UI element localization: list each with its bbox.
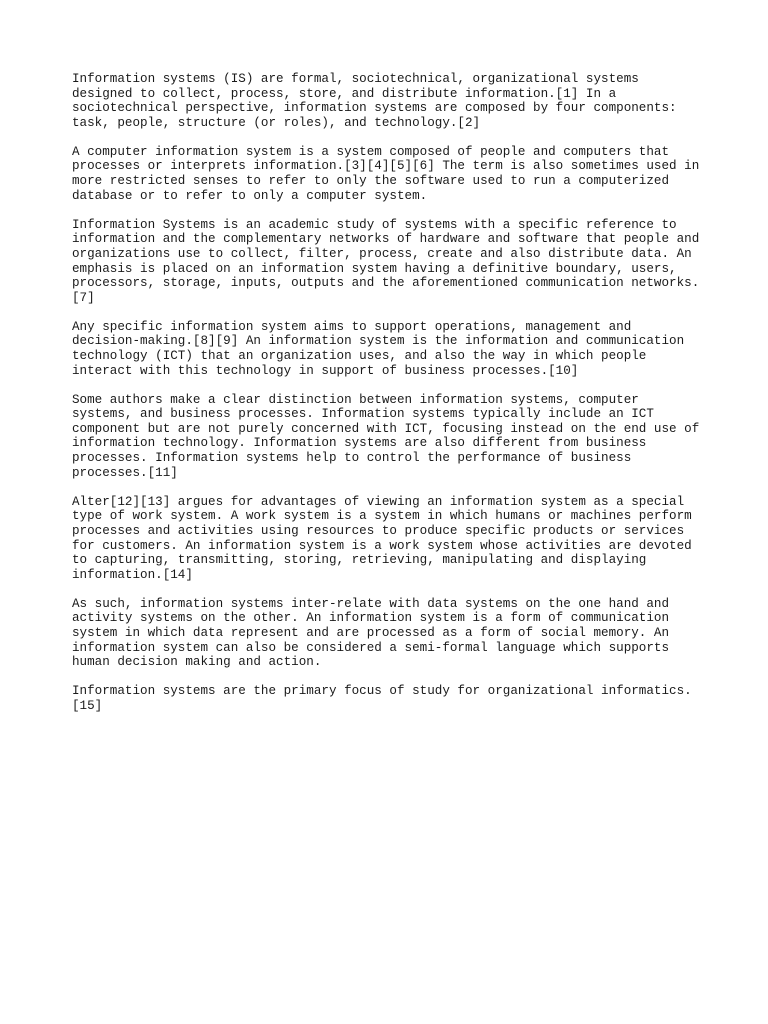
- paragraph-5: Some authors make a clear distinction between information systems, computer systems, and business processes. Information systems typically include an ICT component but are not purely concerned with ICT, focusing instead on the end use of information technology. Information systems are also different from business processes. Information systems help to control the performance of business processes.[11]: [72, 392, 700, 480]
- paragraph-2: A computer information system is a system composed of people and computers that processes or interprets information.[3][4][5][6] The term is also sometimes used in more restricted senses to refer to only the software used to run a computerized database or to refer to only a computer system.: [72, 144, 700, 203]
- document-page: [72, 72, 702, 728]
- paragraph-7: As such, information systems inter-relate with data systems on the one hand and activity systems on the other. An information system is a form of communication system in which data represent and are processed as a form of social memory. An information system can also be considered a semi-formal language which supports human decision making and action.: [72, 596, 670, 670]
- paragraph-4: Any specific information system aims to support operations, management and decision-making.[8][9] An information system is the information and communication technology (ICT) that an organization uses, and also the way in which people interact with this technology in support of business processes.[10]: [72, 319, 685, 378]
- paragraph-6: Alter[12][13] argues for advantages of viewing an information system as a special type of work system. A work system is a system in which humans or machines perform processes and activities using resources to produce specific products or services for customers. An information system is a work system whose activities are devoted to capturing, transmitting, storing, retrieving, manipulating and displaying information.[14]: [72, 494, 692, 582]
- paragraph-3: Information Systems is an academic study of systems with a specific reference to information and the complementary networks of hardware and software that people and organizations use to collect, filter, process, create and also distribute data. An emphasis is placed on an information system having a definitive boundary, users, processors, storage, inputs, outputs and the aforementioned communication networks. [7]: [72, 217, 700, 305]
- paragraph-8: Information systems are the primary focus of study for organizational informatics. [15]: [72, 684, 692, 713]
- paragraph-1: Information systems (IS) are formal, sociotechnical, organizational systems designed to collect, process, store, and distribute information.[1] In a sociotechnical perspective, information systems are composed by four components: task, people, structure (or roles), and technology.[2]: [72, 72, 677, 130]
